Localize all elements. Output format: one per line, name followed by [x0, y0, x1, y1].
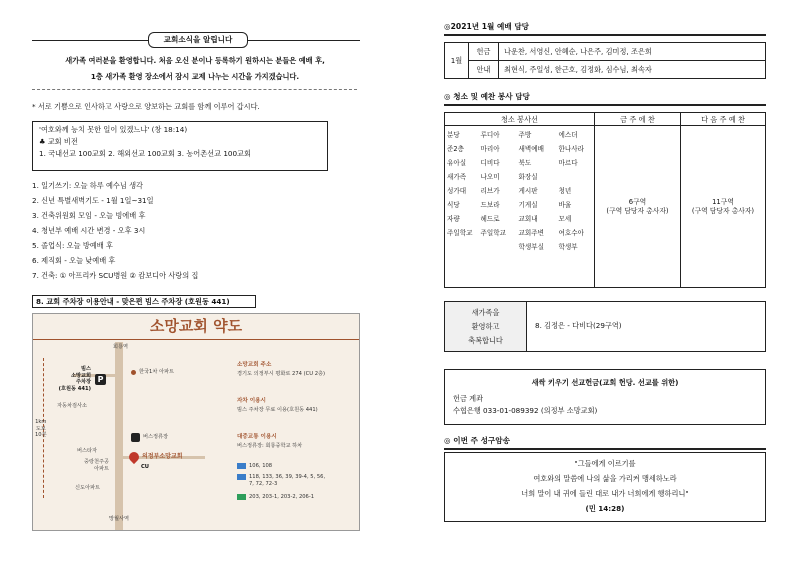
cleaning-name: 마르다: [558, 159, 578, 167]
station-bottom: 망월사역: [109, 516, 130, 522]
this-week-zone: 6구역 (구역 담당자 총사자): [595, 126, 681, 288]
cleaning-name: 리브가: [480, 187, 500, 195]
cleaning-name-col: [557, 126, 595, 288]
news-title: 교회소식을 알립니다: [148, 32, 248, 48]
worship-heading: ◎2021년 1월 예배 담당: [444, 22, 529, 31]
vision-verse: '여호와께 능치 못한 일이 있겠느냐' (창 18:14): [39, 125, 188, 134]
worship-table: [444, 42, 766, 79]
cleaning-name: 여호수아: [558, 229, 584, 237]
bus-routes-2: 118, 133, 36, 39, 39-4, 5, 56, 7, 72, 72-3: [249, 474, 326, 487]
bus-blue-badge-2: [237, 474, 246, 480]
cleaning-name: 유아실: [447, 159, 467, 167]
new-family-label: 새가족을 환영하고 축복합니다: [445, 302, 527, 351]
cleaning-name-col: [445, 126, 479, 288]
cleaning-name: 교회내: [518, 215, 538, 223]
parking-icon: P: [95, 374, 106, 385]
left-label-a: 버스타자: [77, 448, 98, 454]
offering-title: 새싹 키우기 선교헌금(교회 헌당. 선교를 위한): [531, 378, 679, 387]
left-label-b: 중랑천주공 아파트: [83, 459, 109, 472]
transit-heading: 대중교통 이용시: [237, 434, 277, 440]
verse-reference: (민 14:28): [585, 504, 625, 513]
address-text: 경기도 의정부시 평화로 274 (CU 2층): [237, 371, 326, 377]
cleaning-name: 주방: [518, 131, 532, 139]
transit-text: 버스정류장: 회룡중학교 하차: [237, 443, 303, 449]
bims-parking-label: 빔스 소망교회 주차장 (호원동 441): [58, 366, 91, 392]
cleaning-name: 디비다: [480, 159, 500, 167]
car-heading: 자차 이용시: [237, 398, 266, 404]
cleaning-name: 에스더: [558, 131, 578, 139]
cleaning-name: 나오미: [480, 173, 500, 181]
offering-box: [444, 369, 766, 425]
cleaning-name: 성가대: [447, 187, 467, 195]
main-road: [115, 342, 123, 531]
worship-month: 1월: [445, 43, 469, 79]
cleaning-name: 교회주변: [518, 229, 544, 237]
news-item-4: 4. 청년부 예배 시간 변경 - 오후 3시: [32, 226, 146, 235]
new-family-name: 8. 김정은 - 다비다(29구역): [535, 321, 622, 330]
map-title: 소망교회 약도: [149, 317, 243, 335]
title-rule-left: [32, 40, 148, 41]
news-item-6: 6. 제직회 - 오늘 낮예배 후: [32, 256, 116, 265]
cleaning-col-header: 금 주 에 찬: [595, 113, 681, 126]
cleaning-name-col: [479, 126, 517, 288]
left-label-c: 신도아파트: [75, 485, 101, 491]
location-pin-icon: [127, 450, 141, 464]
cleaning-name: 자량: [447, 215, 460, 223]
welcome-line-2: 1층 새가족 환영 장소에서 잠시 교제 나누는 시간을 가지겠습니다.: [90, 72, 300, 81]
station-top: 회룡역: [113, 344, 129, 350]
news-item-3: 3. 건축위원회 모임 - 오늘 빙에배 후: [32, 211, 146, 220]
cleaning-name: 화장실: [518, 173, 538, 181]
cleaning-name: 준2층: [447, 145, 464, 153]
cleaning-name: 식당: [447, 201, 460, 209]
worship-rule: [444, 34, 766, 36]
worship-names: 최현식, 주일성, 한근호, 김정화, 심수님, 최속자: [499, 61, 766, 79]
bus-icon: [131, 433, 140, 442]
cleaning-name: 바울: [558, 201, 572, 209]
bus-green-badge: [237, 494, 246, 500]
cleaning-name: 게시판: [518, 187, 538, 195]
verse-line: 너희 말이 내 귀에 들린 대로 내가 너희에게 행하리니": [521, 489, 689, 498]
cleaning-name: 학생부실: [518, 243, 544, 251]
map-title-rule: [33, 339, 359, 340]
cleaning-name: 루디아: [480, 131, 500, 139]
cleaning-table: [444, 112, 766, 288]
cleaning-col-header: 청소 봉사선: [445, 113, 595, 126]
cleaning-name: 마리아: [480, 145, 500, 153]
cleaning-name: 주일학교: [480, 229, 506, 237]
cleaning-name: 드보라: [480, 201, 500, 209]
title-rule-right: [248, 40, 360, 41]
verse-rule: [444, 448, 766, 450]
verse-line: 여호와의 말씀에 나의 삶을 가리켜 맹세하노라: [533, 474, 677, 483]
offering-account-label: 헌금 계좌: [453, 394, 484, 403]
apt-label: 한국1차 아파트: [139, 369, 175, 375]
vision-box: [32, 121, 328, 171]
bus-routes-1: 106, 108: [249, 463, 273, 469]
cleaning-name: 분당: [447, 131, 460, 139]
cleaning-name: 청년: [558, 187, 572, 195]
cleaning-name-col: [517, 126, 557, 288]
news-item-1: 1. 일기쓰기: 오늘 하루 예수님 생각: [32, 181, 143, 190]
new-family-box: [444, 301, 766, 352]
cleaning-name: 기게실: [518, 201, 538, 209]
cleaning-name: 학생부: [558, 243, 578, 251]
verse-box: [444, 452, 766, 522]
worship-role: 헌금: [469, 43, 499, 61]
cleaning-col-header: 다 음 주 예 찬: [681, 113, 766, 126]
apt-marker: [131, 370, 136, 375]
bus-routes-3: 203, 203-1, 203-2, 206-1: [249, 494, 315, 500]
offering-account: 수협은행 033-01-089392 (의정부 소망교회): [453, 406, 598, 415]
news-item-8: 8. 교회 주차장 이용안내 - 맞은편 빔스 주차장 (호원동 441): [32, 295, 256, 308]
greeting-note: * 서로 기쁨으로 인사하고 사랑으로 양보하는 교회를 함께 이루어 갑시다.: [32, 102, 260, 111]
vision-items: 1. 국내선교 100교회 2. 해외선교 100교회 3. 농어촌선교 100교회: [39, 149, 251, 158]
cleaning-name: [559, 173, 593, 182]
bus-blue-badge: [237, 463, 246, 469]
cleaning-heading: ◎ 청소 및 예찬 봉사 담당: [444, 92, 530, 101]
cleaning-name: 북도: [518, 159, 532, 167]
worship-role: 안내: [469, 61, 499, 79]
news-item-2: 2. 신년 특별새벽기도 - 1월 1일~31일: [32, 196, 154, 205]
cleaning-name: 헤드로: [480, 215, 500, 223]
cleaning-rule: [444, 104, 766, 106]
church-map: [32, 313, 360, 531]
verse-heading: ◎ 이번 주 성구암송: [444, 436, 510, 445]
car-text: 빔스 주차장 무료 이용(호원동 441): [237, 407, 318, 413]
cu-label: CU: [141, 464, 150, 470]
cleaning-name: 한나사라: [558, 145, 584, 153]
distance-label: 1km 도보 10분: [35, 419, 47, 438]
cleaning-name: 주일학교: [447, 229, 473, 237]
verse-line: "그들에게 이르기를: [574, 459, 636, 468]
car-center-label: 자동차검사소: [57, 403, 88, 409]
worship-names: 나운찬, 서영신, 안혜순, 나은주, 김미정, 조은희: [499, 43, 766, 61]
news-item-5: 5. 졸업식: 오늘 방예배 후: [32, 241, 113, 250]
news-item-7: 7. 건축: ① 아프리카 SCU병원 ② 캄보디아 사랑의 집: [32, 271, 199, 280]
next-week-zone: 11구역 (구역 담당자 총사자): [681, 126, 766, 288]
welcome-line-1: 새가족 여러분을 환영합니다. 처음 오신 분이나 등록하기 원하시는 분들은 예배 후,: [65, 56, 325, 65]
bus-stop-label: 버스정류장: [143, 434, 169, 440]
cleaning-name: 새가족: [447, 173, 467, 181]
cleaning-name: 새벽예배: [518, 145, 544, 153]
cleaning-name: 모세: [558, 215, 572, 223]
church-label: 의정부소망교회: [142, 453, 183, 460]
address-heading: 소망교회 주소: [237, 362, 272, 368]
divider: [32, 89, 357, 90]
vision-title: ♣ 교회 비전: [39, 137, 78, 146]
